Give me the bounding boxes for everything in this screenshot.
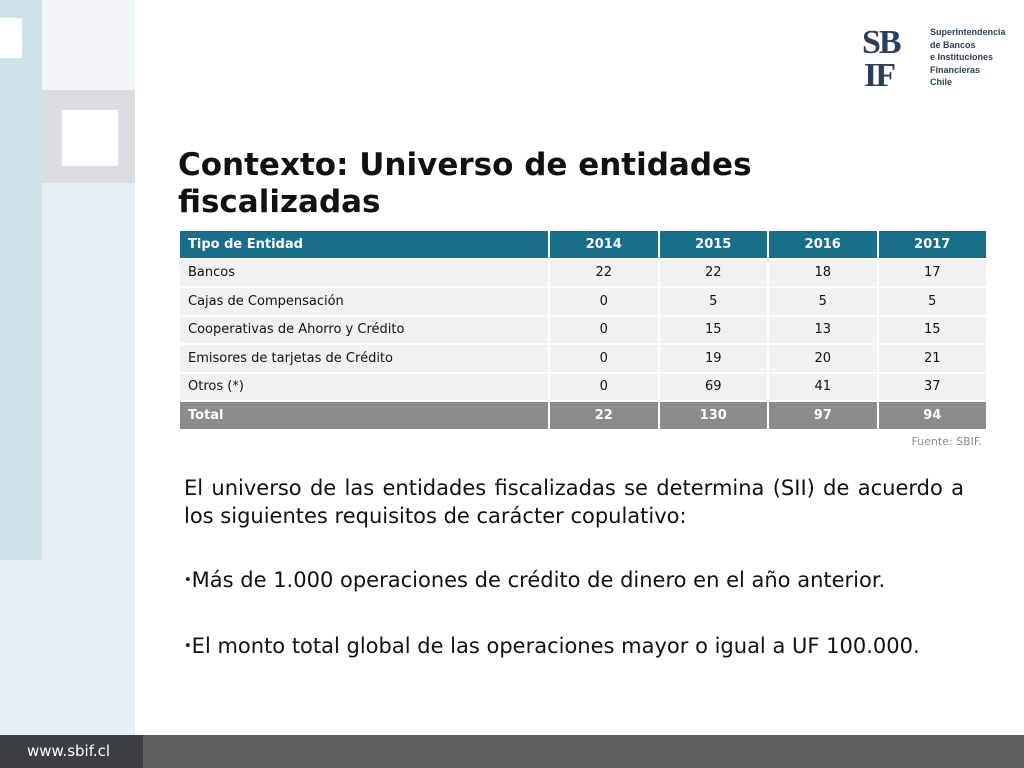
footer-bar	[0, 735, 1024, 768]
table-cell: 41	[768, 373, 878, 402]
bullet-text: El monto total global de las operaciones mayor o igual a UF 100.000.	[191, 634, 920, 658]
decorative-square	[62, 110, 118, 166]
bullet-text: Más de 1.000 operaciones de crédito de dinero en el año anterior.	[191, 568, 886, 592]
intro-paragraph: El universo de las entidades fiscalizadas se determina (SII) de acuerdo a los siguientes requisitos de carácter copulativo:	[184, 476, 964, 528]
table-cell: 17	[878, 259, 988, 288]
column-header: 2017	[878, 230, 988, 259]
sbif-logo-mark	[862, 24, 922, 88]
column-header: 2014	[549, 230, 659, 259]
table-cell: 0	[549, 344, 659, 373]
sbif-logo	[862, 24, 1006, 89]
table-row	[179, 373, 987, 402]
table-cell: 21	[878, 344, 988, 373]
table-cell: Bancos	[179, 259, 549, 288]
table-cell: 13	[768, 316, 878, 345]
table-cell: 15	[659, 316, 769, 345]
svg-text:IF: IF	[864, 57, 894, 88]
table-row	[179, 344, 987, 373]
table-total-row	[179, 401, 987, 430]
svg-text:SB: SB	[862, 24, 900, 61]
table-cell: 69	[659, 373, 769, 402]
table-cell: 0	[549, 287, 659, 316]
table-cell: Cooperativas de Ahorro y Crédito	[179, 316, 549, 345]
table-cell: Cajas de Compensación	[179, 287, 549, 316]
table-cell: 18	[768, 259, 878, 288]
bullet-item	[184, 632, 964, 661]
table-cell: Otros (*)	[179, 373, 549, 402]
logo-caption	[930, 26, 1006, 89]
source-note: Fuente: SBIF.	[911, 435, 982, 448]
column-header: 2016	[768, 230, 878, 259]
table-cell: 5	[878, 287, 988, 316]
bullet-item	[184, 566, 964, 595]
total-cell: 94	[878, 401, 988, 430]
table-cell: 20	[768, 344, 878, 373]
decorative-square	[42, 0, 135, 90]
decorative-square	[0, 18, 22, 58]
logo-line: Superintendencia	[930, 27, 1006, 37]
total-cell: 97	[768, 401, 878, 430]
entities-table	[178, 229, 988, 431]
table-cell: 22	[549, 259, 659, 288]
decorative-strip	[0, 0, 42, 560]
column-header: 2015	[659, 230, 769, 259]
table-cell: 22	[659, 259, 769, 288]
bullet-icon: •	[184, 573, 192, 588]
total-cell: 22	[549, 401, 659, 430]
table-cell: 5	[768, 287, 878, 316]
table-row	[179, 316, 987, 345]
table-cell: 37	[878, 373, 988, 402]
column-header: Tipo de Entidad	[179, 230, 549, 259]
website-link[interactable]: www.sbif.cl	[27, 742, 111, 760]
table-cell: 0	[549, 373, 659, 402]
table-cell: Emisores de tarjetas de Crédito	[179, 344, 549, 373]
page-title: Contexto: Universo de entidades fiscalizadas	[178, 147, 752, 220]
logo-line: Financieras	[930, 64, 981, 75]
table-row	[179, 287, 987, 316]
table-header-row	[179, 230, 987, 259]
total-cell: Total	[179, 401, 549, 430]
table-row	[179, 259, 987, 288]
logo-line: e Instituciones	[930, 52, 994, 62]
logo-line: Chile	[930, 77, 953, 87]
table-cell: 19	[659, 344, 769, 373]
total-cell: 130	[659, 401, 769, 430]
table-cell: 5	[659, 287, 769, 316]
table-cell: 15	[878, 316, 988, 345]
table-cell: 0	[549, 316, 659, 345]
logo-line: de Bancos	[930, 39, 976, 50]
bullet-icon: •	[184, 639, 192, 654]
